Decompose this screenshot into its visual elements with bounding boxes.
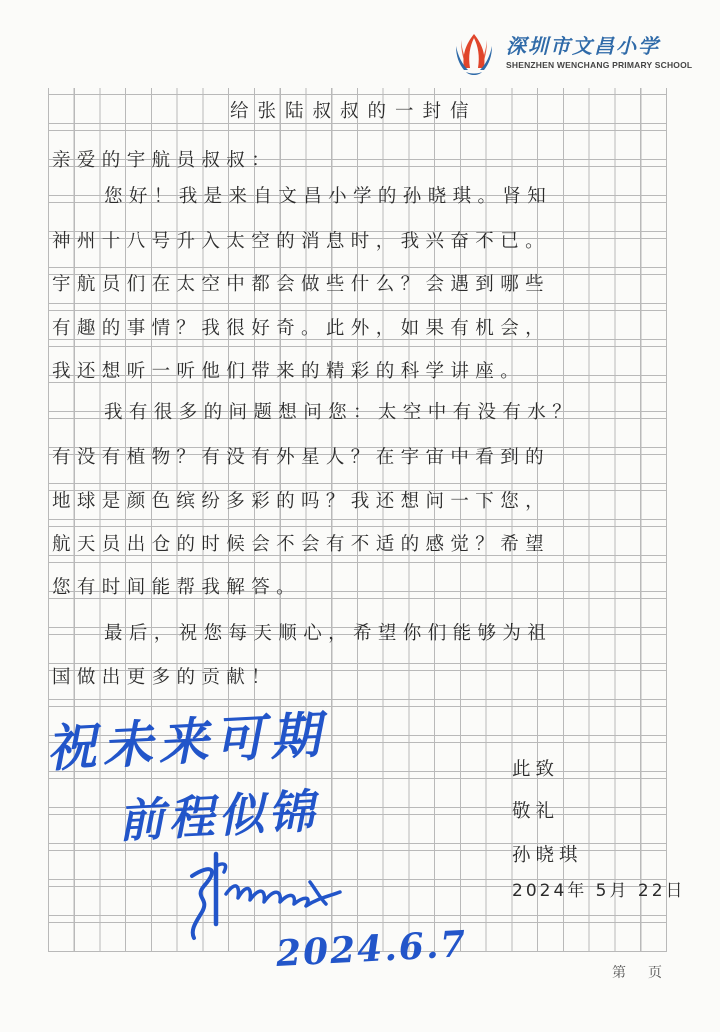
school-name-cn: 深圳市文昌小学 xyxy=(506,34,660,58)
letter-title: 给张陆叔叔的一封信 xyxy=(230,101,478,122)
letter-signature: 孙晓琪 xyxy=(512,845,583,866)
letter-date: 2024年 5月 22日 xyxy=(512,881,686,901)
letter-line: 您好！我是来自文昌小学的孙晓琪。肾知 xyxy=(104,186,553,207)
letter-salutation: 亲爱的宇航员叔叔： xyxy=(52,150,277,171)
page-footer: 第页 xyxy=(612,965,684,981)
reply-line-2: 前程似锦 xyxy=(116,783,320,849)
letter-line: 最后，祝您每天顺心，希望你们能够为祖 xyxy=(104,623,553,644)
letter-line: 您有时间能帮我解答。 xyxy=(52,577,302,598)
reply-line-1: 祝未来可期 xyxy=(44,704,328,779)
letter-line: 有没有植物？有没有外星人？在宇宙中看到的 xyxy=(52,447,551,468)
letter-line: 航天员出仓的时候会不会有不适的感觉？希望 xyxy=(52,534,551,555)
letter-line: 国做出更多的贡献！ xyxy=(52,667,277,688)
closing-jing-li: 敬礼 xyxy=(512,801,560,822)
letter-line: 神州十八号升入太空的消息时，我兴奋不已。 xyxy=(52,231,551,252)
closing-ci-zhi: 此致 xyxy=(512,759,560,780)
letter-line: 有趣的事情？我很好奇。此外，如果有机会， xyxy=(52,318,551,339)
letter-line: 地球是颜色缤纷多彩的吗？我还想问一下您， xyxy=(52,491,551,512)
school-logo-icon xyxy=(452,28,496,78)
school-name-en: SHENZHEN WENCHANG PRIMARY SCHOOL xyxy=(506,60,693,70)
reply-date: 2024.6.7 xyxy=(275,923,469,975)
letter-line: 我还想听一听他们带来的精彩的科学讲座。 xyxy=(52,361,526,382)
letter-line: 我有很多的问题想问您：太空中有没有水？ xyxy=(104,402,578,423)
letter-line: 宇航员们在太空中都会做些什么？会遇到哪些 xyxy=(52,274,551,295)
